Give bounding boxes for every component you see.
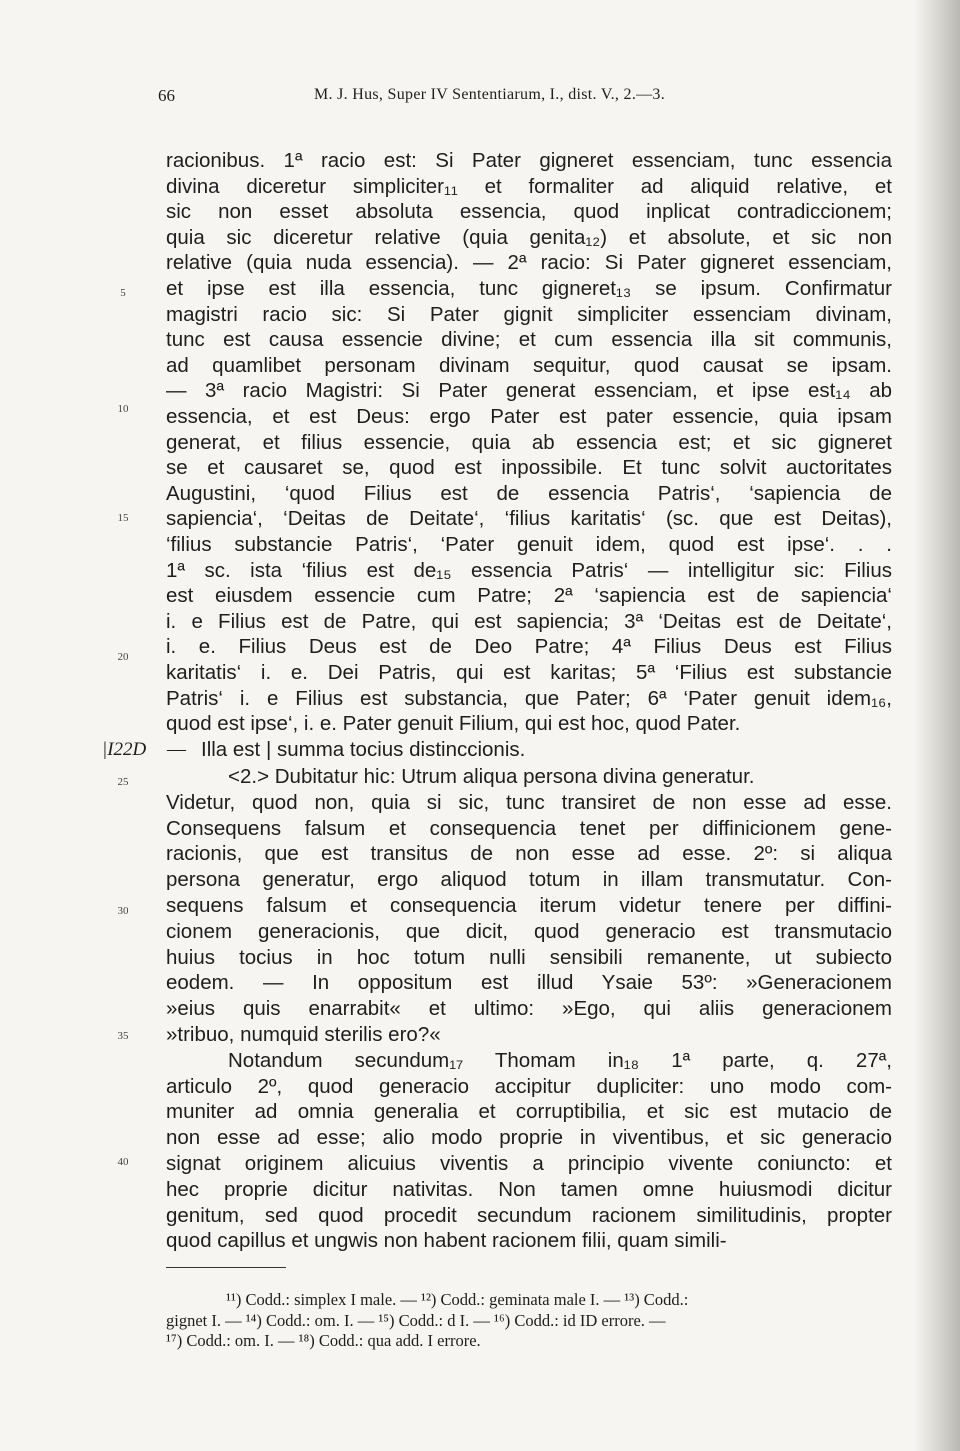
text-line: ‘filius substancie Patris‘, ‘Pater genuit idem, quod est ipse‘. . .: [166, 533, 892, 556]
text-line: eodem. — In oppositum est illud Ysaie 53º: »Generacionem: [166, 971, 892, 995]
text-line: muniter ad omnia generalia et corruptibilia, et sic est mutacio de: [166, 1100, 892, 1124]
text-line: genitum, sed quod procedit secundum racionem similitudinis, propter: [166, 1203, 892, 1227]
text-line: se et causaret se, quod est inpossibile. Et tunc solvit auctoritates: [166, 456, 892, 480]
footnote-line: ¹¹) Codd.: simplex I male. — ¹²) Codd.: geminata male I. — ¹³) Codd.:: [226, 1290, 689, 1309]
text-line: hec proprie dicitur nativitas. Non tamen omne huiusmodi dicitur: [166, 1177, 892, 1201]
footnote-line: ¹⁷) Codd.: om. I. — ¹⁸) Codd.: qua add. I errore.: [166, 1331, 481, 1350]
text-line: signat originem alicuius viventis a principio vivente coniuncto: et: [166, 1152, 892, 1175]
text-line: Illa est | summa tocius distinccionis.: [201, 738, 526, 761]
text-line: karitatis‘ i. e. Dei Patris, qui est karitas; 5ª ‘Filius est substancie: [166, 661, 892, 684]
page-number: 66: [158, 86, 175, 105]
text-line: et ipse est illa essencia, tunc gigneret₁₃ se ipsum. Confirmatur: [166, 277, 892, 300]
text-line: essencia, et est Deus: ergo Pater est pater essencie, quia ipsam: [166, 405, 892, 428]
text-line: sic non esset absoluta essencia, quod inplicat contradiccionem;: [166, 200, 892, 224]
text-line: ad quamlibet personam divinam sequitur, quod causat se ipsam.: [166, 353, 892, 377]
text-line: magistri racio sic: Si Pater gignit simpliciter essenciam divinam,: [166, 302, 892, 326]
line-number: 25: [117, 776, 129, 788]
line-number: 15: [117, 512, 129, 524]
text-line: divina diceretur simpliciter₁₁ et formaliter ad aliquid relative, et: [166, 174, 892, 198]
line-number: 30: [117, 905, 129, 917]
text-line: sapiencia‘, ‘Deitas de Deitate‘, ‘filius karitatis‘ (sc. que est Deitas),: [166, 507, 892, 531]
text-line: quod est ipse‘, i. e. Pater genuit Filium, qui est hoc, quod Pater.: [166, 712, 741, 736]
running-head: M. J. Hus, Super IV Sententiarum, I., dist. V., 2.—3.: [314, 86, 666, 103]
line-number: 20: [117, 651, 129, 663]
text-line: »tribuo, numquid sterilis ero?«: [166, 1023, 441, 1046]
line-number: 35: [117, 1030, 129, 1042]
line-number: 10: [117, 403, 129, 415]
footnote-rule: [166, 1267, 286, 1268]
line-number: 5: [120, 287, 126, 299]
text-line: tunc est causa essencie divine; et cum essencia illa sit communis,: [166, 328, 892, 352]
text-line: relative (quia nuda essencia). — 2ª racio: Si Pater gigneret essenciam,: [166, 251, 892, 275]
text-line: <2.> Dubitatur hic: Utrum aliqua persona divina generatur.: [228, 765, 755, 788]
text-line: generat, et filius essencie, quia ab essencia est; et sic gigneret: [166, 430, 892, 454]
footnote-line: gignet I. — ¹⁴) Codd.: om. I. — ¹⁵) Codd.: d I. — ¹⁶) Codd.: id ID errore. —: [166, 1311, 666, 1330]
text-line: non esse ad esse; alio modo proprie in viventibus, et sic generacio: [166, 1126, 892, 1150]
text-line: quod capillus et ungwis non habent racionem filii, quam simili-: [166, 1229, 727, 1253]
text-line: Notandum secundum₁₇ Thomam in₁₈ 1ª parte, q. 27ª,: [228, 1048, 892, 1072]
text-line: racionibus. 1ª racio est: Si Pater gigneret essenciam, tunc essencia: [166, 149, 892, 172]
text-line: est eiusdem essencie cum Patre; 2ª ‘sapiencia est de sapiencia‘: [166, 584, 892, 608]
margin-dash: —: [167, 739, 186, 760]
page-edge-shadow: [914, 0, 960, 1451]
text-line: i. e Filius est de Patre, qui est sapiencia; 3ª ‘Deitas est de Deitate‘,: [166, 609, 892, 633]
text-line: huius tocius in hoc totum nulli sensibili remanente, ut subiecto: [166, 945, 892, 969]
text-line: sequens falsum et consequencia iterum videtur tenere per diffini-: [166, 894, 892, 917]
text-line: »eius quis enarrabit« et ultimo: »Ego, qui aliis generacionem: [166, 997, 892, 1021]
text-line: — 3ª racio Magistri: Si Pater generat essenciam, et ipse est₁₄ ab: [166, 379, 892, 403]
text-line: persona generatur, ergo aliquod totum in illam transmutatur. Con-: [166, 868, 892, 892]
text-line: Patris‘ i. e Filius est substancia, que Pater; 6ª ‘Pater genuit idem₁₆,: [166, 686, 892, 710]
text-line: quia sic diceretur relative (quia genita₁₂) et absolute, et sic non: [166, 225, 892, 249]
text-line: Consequens falsum et consequencia tenet per diffinicionem gene-: [166, 816, 892, 840]
text-line: articulo 2º, quod generacio accipitur dupliciter: uno modo com-: [166, 1074, 892, 1098]
text-line: Videtur, quod non, quia si sic, tunc transiret de non esse ad esse.: [166, 790, 892, 814]
text-line: cionem generacionis, que dicit, quod generacio est transmutacio: [166, 919, 892, 943]
text-line: racionis, que est transitus de non esse ad esse. 2º: si aliqua: [166, 842, 892, 866]
margin-reference: |I22D: [102, 739, 147, 760]
text-line: Augustini, ‘quod Filius est de essencia Patris‘, ‘sapiencia de: [166, 481, 892, 505]
line-number: 40: [117, 1156, 129, 1168]
text-line: i. e. Filius Deus est de Deo Patre; 4ª Filius Deus est Filius: [166, 635, 892, 659]
text-line: 1ª sc. ista ‘filius est de₁₅ essencia Patris‘ — intelligitur sic: Filius: [166, 558, 892, 582]
